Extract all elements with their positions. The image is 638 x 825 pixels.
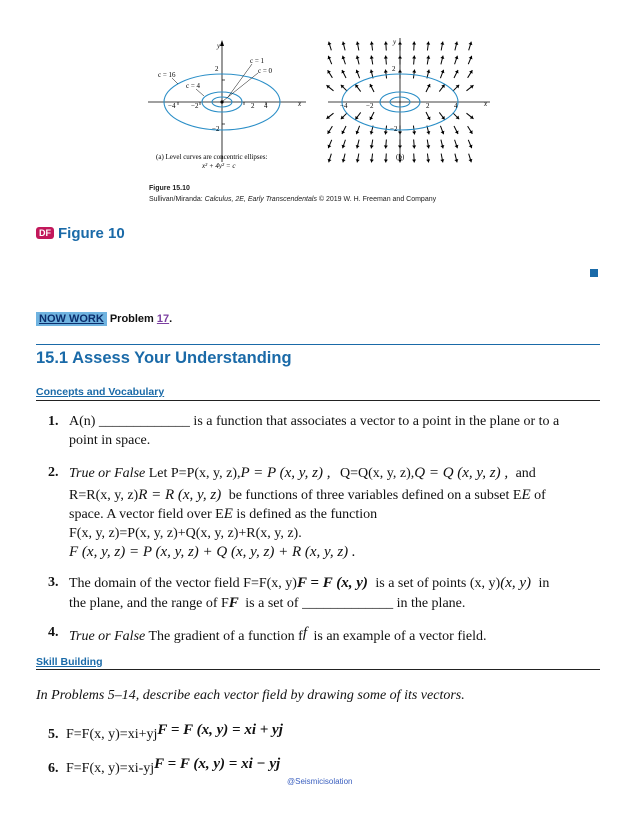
- question-3-line-2: [69, 594, 600, 614]
- field-arrow-head: [384, 42, 388, 45]
- problem-17-link[interactable]: 17: [156, 313, 170, 325]
- question-1: [48, 413, 600, 450]
- section-top-rule: [36, 344, 600, 345]
- q2-true-false: True or False: [69, 466, 146, 481]
- panel-a-tick-y-2: 2: [215, 65, 219, 73]
- panel-b-tick-x-4: 4: [454, 102, 458, 110]
- field-arrow-head: [412, 70, 416, 73]
- q2-text-p: Let P=P(x, y, z),: [145, 466, 241, 481]
- question-3: [48, 574, 600, 613]
- now-work-tag[interactable]: NOW WORK: [36, 312, 107, 326]
- panel-b-tick-x-m4: −4: [340, 102, 348, 110]
- field-arrow-head: [384, 70, 388, 73]
- question-1-number: 1.: [48, 414, 59, 429]
- question-4-number: 4.: [48, 625, 59, 640]
- field-arrow-head: [370, 70, 374, 73]
- field-arrow-head: [412, 145, 416, 148]
- panel-b-y-label: y: [393, 38, 397, 46]
- field-arrow-head: [412, 42, 416, 45]
- panel-a-x-label: x: [298, 100, 302, 108]
- field-arrow-head: [426, 159, 430, 162]
- now-work-end: .: [169, 313, 173, 325]
- q2-math-e2: E: [223, 506, 233, 522]
- field-arrow-head: [356, 145, 360, 148]
- field-arrow-head: [342, 42, 346, 45]
- q2-math-p: P = P (x, y, z) ,: [240, 465, 331, 481]
- field-arrow-head: [384, 56, 388, 59]
- skill-building-rule: [36, 669, 600, 670]
- field-arrow-head: [426, 42, 430, 45]
- problems-instructions: In Problems 5–14, describe each vector field by drawing some of its vectors.: [36, 688, 465, 703]
- question-6-number: 6.: [48, 761, 59, 776]
- field-arrow-head: [412, 159, 416, 162]
- label-c0: c = 0: [258, 67, 273, 75]
- question-2-line-4: F(x, y, z)=P(x, y, z)+Q(x, y, z)+R(x, y, z).: [69, 525, 302, 541]
- q3-text-points: is a set of points (x, y): [375, 576, 501, 591]
- question-3-line-1: [69, 574, 600, 594]
- panel-b-caption: (b): [396, 153, 405, 161]
- panel-b-tick-y-2: 2: [392, 65, 396, 73]
- section-title: 15.1 Assess Your Understanding: [36, 349, 292, 367]
- question-2-line-5: F (x, y, z) = P (x, y, z) + Q (x, y, z) + R (x, y, z) .: [69, 544, 356, 560]
- q2-text-field: space. A vector field over E: [69, 507, 224, 522]
- q4-text-gradient: The gradient of a function f: [145, 629, 303, 644]
- question-2-line-2: [69, 486, 600, 506]
- figure-10-label: Figure 10: [58, 225, 125, 242]
- q2-math-q: Q = Q (x, y, z) ,: [414, 465, 509, 481]
- field-arrow-head: [342, 159, 346, 162]
- q6-math: F = F (x, y) = xi − yj: [154, 756, 281, 772]
- panel-a-caption-equation: x² + 4y² = c: [202, 162, 236, 169]
- field-arrow-head: [454, 42, 458, 45]
- field-arrow-head: [384, 131, 388, 134]
- panel-a-tick-x-m4: −4: [168, 102, 176, 110]
- figure-caption-source: [149, 196, 436, 203]
- q6-text: F=F(x, y)=xi-yj: [66, 761, 155, 776]
- question-2-number: 2.: [48, 465, 59, 480]
- field-arrow-head: [426, 70, 430, 73]
- concepts-heading: Concepts and Vocabulary: [36, 386, 165, 398]
- q2-math-r: R = R (x, y, z): [138, 486, 222, 503]
- field-arrow-head: [384, 159, 388, 162]
- field-arrow-head: [370, 42, 374, 45]
- panel-a-tick-x-2: 2: [251, 102, 255, 110]
- q2-text-q: Q=Q(x, y, z),: [339, 466, 415, 481]
- q2-math-e: E: [521, 486, 531, 503]
- figure-source-prefix: Sullivan/Miranda:: [149, 196, 205, 203]
- field-arrow-head: [412, 56, 416, 59]
- field-arrow-head: [370, 159, 374, 162]
- question-2-line-3: [69, 505, 600, 525]
- panel-a-y-label: y: [217, 42, 221, 50]
- panel-a-tick-y-m2: −2: [212, 125, 220, 133]
- field-arrow-head: [412, 131, 416, 134]
- q3-math-f2: F: [228, 594, 239, 611]
- q2-text-r: R=R(x, y, z): [69, 487, 139, 503]
- question-6: [48, 755, 280, 779]
- concepts-rule: [36, 400, 600, 401]
- q5-math: F = F (x, y) = xi + yj: [157, 722, 283, 738]
- panel-a-tick-x-4: 4: [264, 102, 268, 110]
- watermark: @Seismicisolation: [287, 777, 353, 786]
- panel-a-tick-x-m2: −2: [191, 102, 199, 110]
- question-1-line-1: A(n) _____________ is a function that associates a vector to a point in the plane or to a: [69, 414, 560, 429]
- question-5-number: 5.: [48, 727, 59, 742]
- q2-text-and: and: [515, 466, 536, 481]
- question-5: [48, 721, 283, 745]
- q3-text-blank: is a set of _____________ in the plane.: [245, 595, 466, 611]
- question-4: [48, 624, 600, 647]
- field-arrow-head: [454, 159, 458, 162]
- figure-source-suffix: © 2019 W. H. Freeman and Company: [316, 196, 437, 203]
- now-work-text: Problem: [106, 313, 157, 325]
- question-1-line-2: point in space.: [69, 432, 151, 448]
- q4-text-example: is an example of a vector field.: [313, 629, 487, 644]
- q3-text-in: in: [538, 576, 550, 591]
- field-arrow-head: [440, 145, 444, 148]
- now-work-line: [36, 313, 172, 325]
- q2-text-defined: is defined as the function: [236, 507, 378, 522]
- q5-text: F=F(x, y)=xi+yj: [66, 727, 158, 742]
- panel-b-x-label: x: [484, 100, 488, 108]
- question-4-line-1: [69, 624, 600, 647]
- panel-a-caption: (a) Level curves are concentric ellipses:: [156, 153, 268, 161]
- skill-building-heading: Skill Building: [36, 656, 103, 668]
- panel-a-level-curves: [148, 40, 306, 169]
- df-badge: DF: [36, 227, 54, 239]
- field-arrow-head: [370, 131, 374, 134]
- q2-text-subset: be functions of three variables defined on a subset E: [228, 487, 522, 503]
- label-c4: c = 4: [186, 82, 201, 90]
- question-2-line-1: [69, 464, 600, 484]
- field-arrow-head: [440, 56, 444, 59]
- q4-math-f: f: [302, 625, 307, 641]
- figure-15-10: [138, 34, 508, 169]
- panel-b-tick-y-m2: −2: [390, 125, 398, 133]
- panel-b-vector-field: [326, 38, 490, 163]
- q3-math-f: F = F (x, y): [296, 575, 368, 591]
- figure-caption-title: Figure 15.10: [149, 185, 190, 192]
- field-arrow-head: [356, 56, 360, 59]
- q3-text-range: the plane, and the range of F: [69, 595, 229, 611]
- field-arrow-head: [384, 145, 388, 148]
- label-c1: c = 1: [250, 57, 265, 65]
- q3-text-domain: The domain of the vector field F=F(x, y): [69, 576, 297, 591]
- label-c16: c = 16: [158, 71, 176, 79]
- q3-math-xy: (x, y): [500, 575, 532, 591]
- question-2: [48, 464, 600, 562]
- q2-text-of: of: [534, 487, 546, 503]
- q4-true-false: True or False: [69, 629, 146, 644]
- question-3-number: 3.: [48, 575, 59, 590]
- figure-source-title: Calculus, 2E, Early Transcendentals: [204, 196, 317, 203]
- panel-b-tick-x-m2: −2: [366, 102, 374, 110]
- panel-b-tick-x-2: 2: [426, 102, 430, 110]
- field-arrow-head: [426, 131, 430, 134]
- figure-10-link[interactable]: [36, 225, 125, 242]
- end-of-example-square-icon: [590, 269, 598, 277]
